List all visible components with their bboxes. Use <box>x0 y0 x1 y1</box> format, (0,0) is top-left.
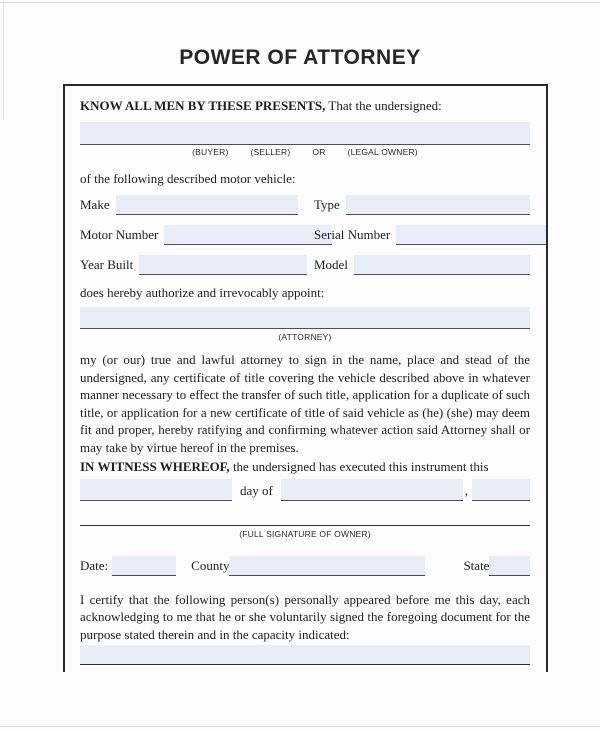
attorney-field-block <box>80 307 530 342</box>
notary-certify-paragraph: I certify that the following person(s) personally appeared before me this day, each acknowledging to me that he or she voluntarily signed the foregoing document for the purpose stated therein and in the capacity indicated: <box>80 591 530 642</box>
opening-statement <box>80 98 530 114</box>
appeared-person-input[interactable] <box>80 645 530 665</box>
state-label: State <box>463 557 490 573</box>
motor-number-field-group <box>80 225 298 245</box>
model-label: Model <box>314 257 348 272</box>
county-input[interactable] <box>229 556 425 576</box>
model-field-group <box>314 255 530 275</box>
form-box <box>63 84 548 672</box>
witness-statement <box>80 459 530 475</box>
year-built-input[interactable] <box>139 255 307 275</box>
date-label: Date: <box>80 557 109 573</box>
execution-day-input[interactable] <box>80 479 232 501</box>
date-county-state-row <box>80 556 530 576</box>
scan-artifact-bottom-edge <box>0 726 600 727</box>
signature-caption: (FULL SIGNATURE OF OWNER) <box>239 528 371 539</box>
undersigned-name-input[interactable] <box>80 122 530 145</box>
execution-date-row <box>80 479 530 501</box>
attorney-powers-paragraph: my (or our) true and lawful attorney to sign in the name, place and stead of the undersigned, any certificate of title covering the vehicle described above in whatever manner necessary to effect the transfer of such title, application for a duplicate of such title, or application for a new certificate of title of said vehicle as (he) (she) may deem fit and proper, hereby ratifying and confirming whatever action said Attorney shall or may take by virtue hereof in the premises. <box>80 352 530 455</box>
scan-artifact-top-edge <box>0 2 600 3</box>
state-input[interactable] <box>489 556 530 576</box>
opening-statement-bold: KNOW ALL MEN BY THESE PRESENTS, <box>80 98 326 113</box>
undersigned-field-block <box>80 122 530 157</box>
year-built-label: Year Built <box>80 257 134 272</box>
appeared-person-field-block <box>80 645 530 665</box>
motor-number-label: Motor Number <box>80 227 159 242</box>
witness-statement-rest: the undersigned has executed this instrument this <box>229 458 489 474</box>
attorney-caption: (ATTORNEY) <box>278 332 332 342</box>
serial-number-field-group <box>314 225 548 245</box>
caption-legal-owner: (LEGAL OWNER) <box>347 147 418 157</box>
make-label: Make <box>80 197 110 212</box>
type-label: Type <box>314 197 340 212</box>
vehicle-row <box>80 225 530 245</box>
comma-separator: , <box>464 482 468 498</box>
opening-statement-rest: That the undersigned: <box>325 98 442 113</box>
type-field-group <box>314 195 530 215</box>
vehicle-grid <box>80 195 530 275</box>
caption-buyer: (BUYER) <box>192 147 229 157</box>
attorney-name-input[interactable] <box>80 307 530 329</box>
owner-signature-line <box>80 525 530 526</box>
day-of-label: day of <box>240 482 273 498</box>
execution-month-input[interactable] <box>281 479 463 501</box>
make-input[interactable] <box>116 195 298 215</box>
vehicle-row <box>80 195 530 215</box>
date-input[interactable] <box>112 556 176 576</box>
caption-seller: (SELLER) <box>250 147 291 157</box>
motor-number-input[interactable] <box>164 225 332 245</box>
caption-or: OR <box>312 147 326 157</box>
undersigned-caption <box>80 147 530 157</box>
vehicle-intro: of the following described motor vehicle: <box>80 171 296 186</box>
model-input[interactable] <box>354 255 530 275</box>
serial-number-label: Serial Number <box>314 227 391 242</box>
appoint-statement: does hereby authorize and irrevocably appoint: <box>80 285 325 300</box>
serial-number-input[interactable] <box>396 225 548 245</box>
make-field-group <box>80 195 298 215</box>
type-input[interactable] <box>346 195 530 215</box>
county-label: County <box>191 557 230 573</box>
year-built-field-group <box>80 255 298 275</box>
execution-year-input[interactable] <box>472 479 530 501</box>
witness-statement-bold: IN WITNESS WHEREOF, <box>80 458 230 474</box>
vehicle-row <box>80 255 530 275</box>
page-title: POWER OF ATTORNEY <box>179 46 421 69</box>
